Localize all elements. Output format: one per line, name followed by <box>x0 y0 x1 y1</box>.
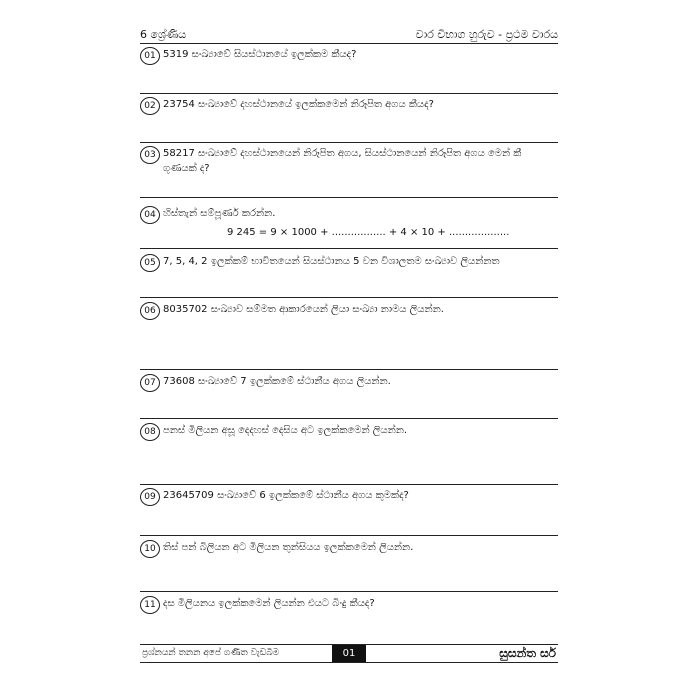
answer-line <box>140 484 558 485</box>
question-text: 8035702 සංඛ්‍යාව සම්මත ආකාරයෙන් ලියා සංඛ්‍යා නාමය ලියන්න. <box>163 304 444 315</box>
question-number: 04 <box>140 206 160 224</box>
question-text: 23645709 සංඛ්‍යාවේ 6 ඉලක්කමේ ස්ථානීය අගය කුමක්ද? <box>163 490 409 501</box>
grade-label: 6 ශ්‍රේණිය <box>140 28 187 41</box>
question-number: 10 <box>140 540 160 558</box>
question-number: 07 <box>140 374 160 392</box>
question-text: 73608 සංඛ්‍යාවේ 7 ඉලක්කමේ ස්ථානීය අගය ලියන්න. <box>163 376 391 387</box>
question-text: 7, 5, 4, 2 ඉලක්කම් භාවිතයෙන් සියස්ථානය 5 වන විශාලතම සංඛ්‍යාව ලියන්නත <box>163 256 500 267</box>
question-text: පනස් මිලියන අසූ දෙදහස් දෙසිය අට ඉලක්කමෙන් ලියන්න. <box>163 425 408 436</box>
question-text: 23754 සංඛ්‍යාවේ දහස්ථානයේ ඉලක්කමෙන් නිරූපිත අගය කීයද? <box>163 99 434 110</box>
page-footer <box>140 645 558 662</box>
footer-bottom-rule <box>140 662 558 663</box>
answer-line <box>140 142 558 143</box>
answer-line <box>140 297 558 298</box>
question-text: හිස්තැන් සම්පූර්ණ කරන්න. <box>163 208 276 219</box>
question-number: 08 <box>140 423 160 441</box>
footer-caption: ප්‍රශ්නයන් තනන අපේ ගණිත වැඩබිම <box>142 648 280 658</box>
page-header <box>140 28 558 44</box>
question-number: 09 <box>140 488 160 506</box>
answer-line <box>140 535 558 536</box>
answer-line <box>140 248 558 249</box>
answer-line <box>140 418 558 419</box>
exam-title: වාර විභාග හුරුව - ප්‍රථම වාරය <box>415 28 558 41</box>
fill-in-formula: 9 245 = 9 × 1000 + ................. + 4 × 10 + ................... <box>227 227 510 238</box>
page-number: 01 <box>332 645 366 662</box>
question-text: 5319 සංඛ්‍යාවේ සියස්ථානයේ ඉලක්කම කීයද? <box>163 49 357 60</box>
answer-line <box>140 197 558 198</box>
answer-line <box>140 93 558 94</box>
question-text-continued: ගුණයක් ද? <box>163 163 210 174</box>
question-text: දස මිලියනය ඉලක්කමෙන් ලියන්න එයට බිංදු කීයද? <box>163 598 375 609</box>
question-number: 05 <box>140 254 160 272</box>
question-number: 02 <box>140 97 160 115</box>
question-text: 58217 සංඛ්‍යාවේ දහස්ථානයෙන් නිරූපිත අගය, සියස්ථානයෙන් නිරූපිත අගය මෙන් කී <box>163 148 522 159</box>
question-text: තිස් පන් බිලියන අට මිලියන තුන්සියය ඉලක්කමෙන් ලියන්න. <box>163 542 414 553</box>
author-name: සුසන්ත සර් <box>499 646 556 660</box>
answer-line <box>140 369 558 370</box>
question-number: 11 <box>140 596 160 614</box>
answer-line <box>140 591 558 592</box>
question-number: 03 <box>140 146 160 164</box>
question-number: 06 <box>140 302 160 320</box>
header-rule <box>140 43 558 44</box>
question-number: 01 <box>140 47 160 65</box>
